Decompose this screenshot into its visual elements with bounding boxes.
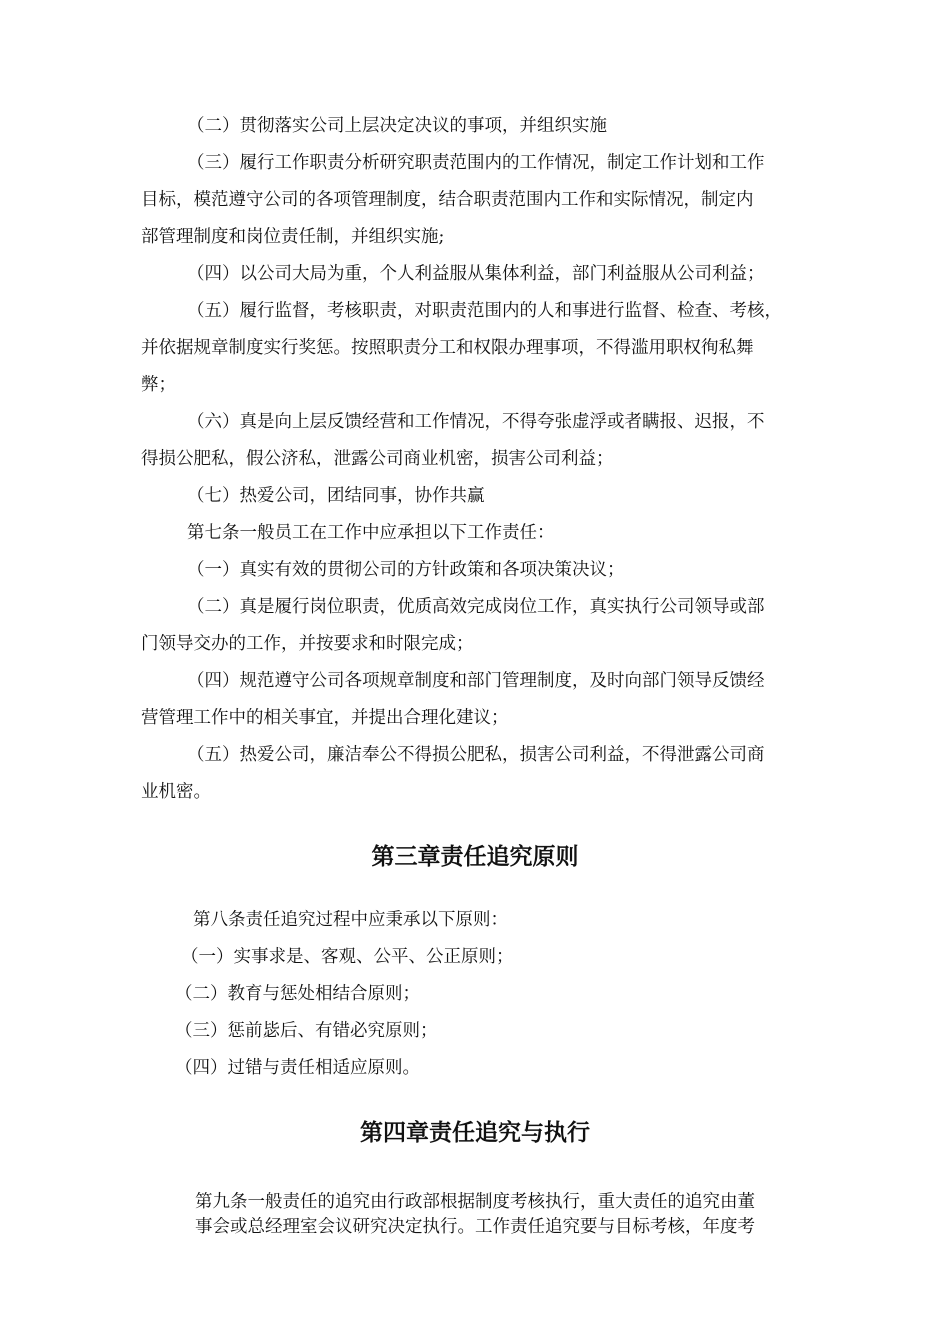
paragraph-line: 第八条责任追究过程中应秉承以下原则： xyxy=(193,910,508,930)
paragraph-line: （一）实事求是、客观、公平、公正原则； xyxy=(181,947,514,967)
paragraph-line: （七）热爱公司，团结同事，协作共赢 xyxy=(187,486,485,506)
paragraph-line: （六）真是向上层反馈经营和工作情况，不得夸张虚浮或者瞒报、迟报，不 xyxy=(187,412,765,432)
paragraph-line: （三）惩前毖后、有错必究原则； xyxy=(175,1021,438,1041)
paragraph-line: （二）贯彻落实公司上层决定决议的事项，并组织实施 xyxy=(187,116,607,136)
paragraph-line: （四）规范遵守公司各项规章制度和部门管理制度，及时向部门领导反馈经 xyxy=(187,671,765,691)
paragraph-line: （一）真实有效的贯彻公司的方针政策和各项决策决议； xyxy=(187,560,625,580)
paragraph-line: 事会或总经理室会议研究决定执行。工作责任追究要与目标考核，年度考 xyxy=(195,1217,755,1237)
paragraph-line: （二）真是履行岗位职责，优质高效完成岗位工作，真实执行公司领导或部 xyxy=(187,597,765,617)
paragraph-line: 得损公肥私，假公济私，泄露公司商业机密，损害公司利益； xyxy=(141,449,614,469)
paragraph-line: 第九条一般责任的追究由行政部根据制度考核执行，重大责任的追究由董 xyxy=(195,1192,755,1212)
paragraph-line: 营管理工作中的相关事宜，并提出合理化建议； xyxy=(141,708,509,728)
paragraph-line: （三）履行工作职责分析研究职责范围内的工作情况，制定工作计划和工作 xyxy=(187,153,765,173)
paragraph-line: 业机密。 xyxy=(141,782,211,802)
paragraph-line: （五）热爱公司，廉洁奉公不得损公肥私，损害公司利益，不得泄露公司商 xyxy=(187,745,765,765)
paragraph-line: （二）教育与惩处相结合原则； xyxy=(175,984,420,1004)
chapter-title: 第三章责任追究原则 xyxy=(371,844,579,870)
paragraph-line: 目标，模范遵守公司的各项管理制度，结合职责范围内工作和实际情况，制定内 xyxy=(141,190,754,210)
paragraph-line: 弊； xyxy=(141,375,176,395)
paragraph-line: 部管理制度和岗位责任制，并组织实施; xyxy=(141,227,445,247)
paragraph-line: （四）过错与责任相适应原则。 xyxy=(175,1058,420,1078)
paragraph-line: 门领导交办的工作，并按要求和时限完成； xyxy=(141,634,474,654)
paragraph-line: （五）履行监督，考核职责，对职责范围内的人和事进行监督、检查、考核， xyxy=(187,301,782,321)
paragraph-line: （四）以公司大局为重，个人利益服从集体利益，部门利益服从公司利益； xyxy=(187,264,765,284)
paragraph-line: 第七条一般员工在工作中应承担以下工作责任： xyxy=(187,523,555,543)
chapter-title: 第四章责任追究与执行 xyxy=(360,1120,590,1146)
paragraph-line: 并依据规章制度实行奖惩。按照职责分工和权限办理事项，不得滥用职权徇私舞 xyxy=(141,338,754,358)
